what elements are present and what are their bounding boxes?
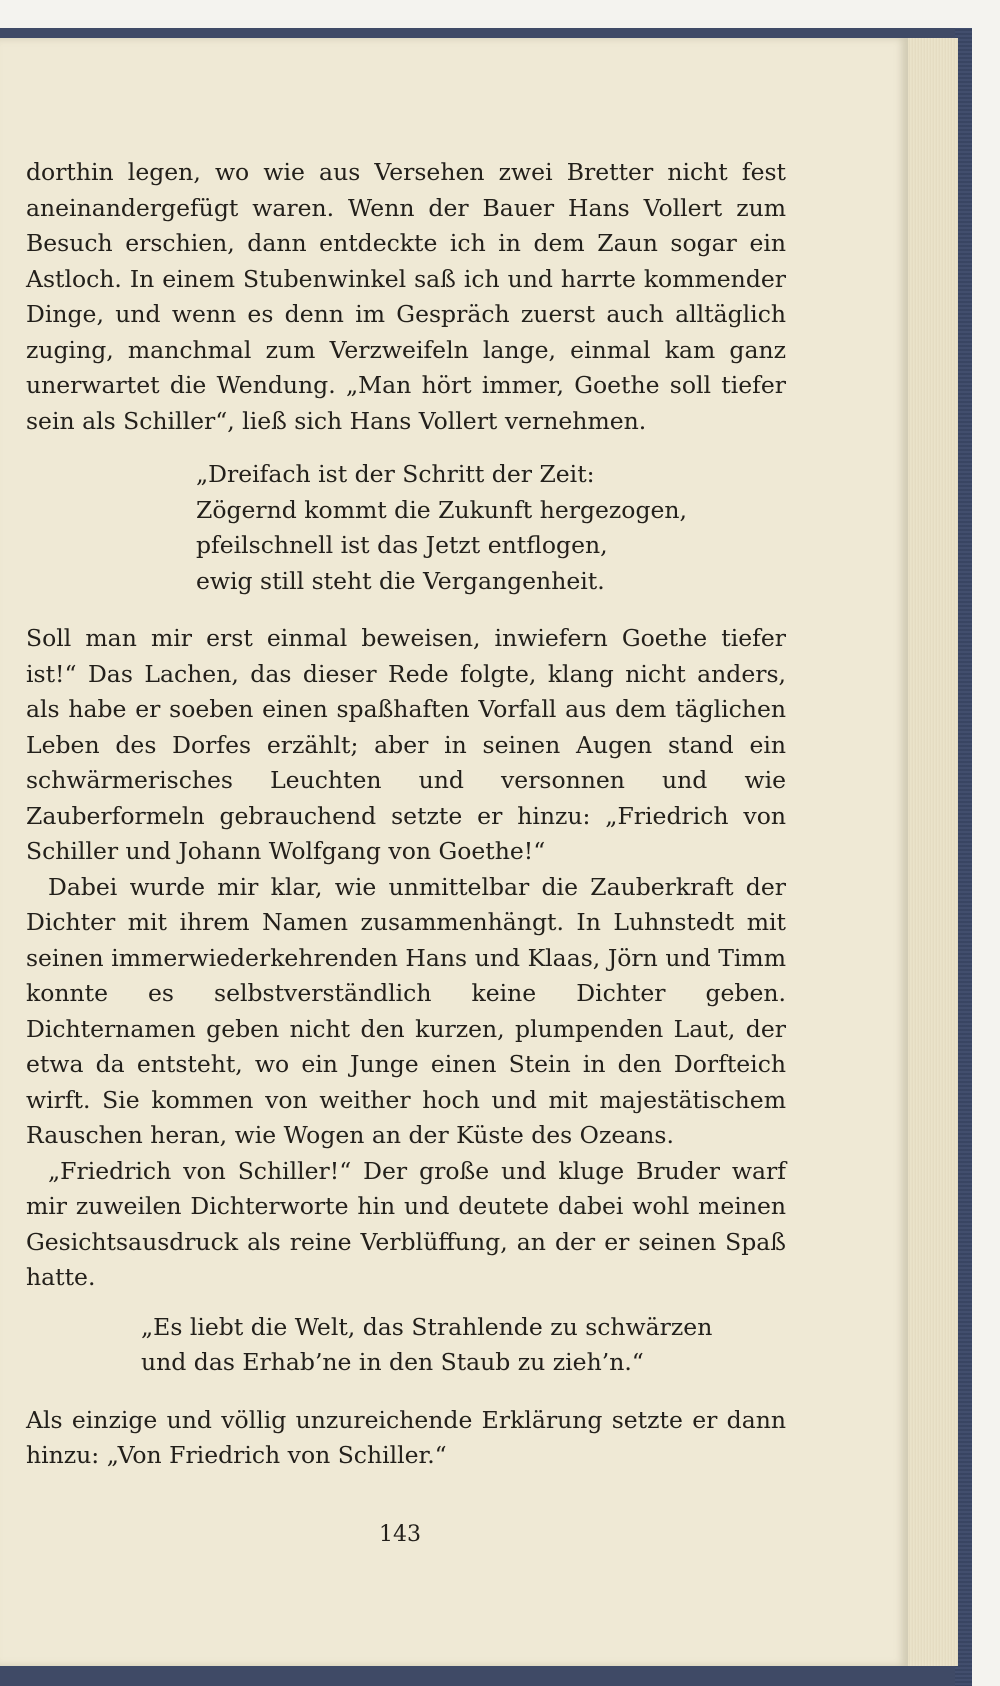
page-stack-edge bbox=[908, 38, 958, 1666]
page-number: 143 bbox=[379, 1522, 421, 1547]
paragraph-4: „Friedrich von Schiller!“ Der große und kluge Bruder warf mir zuweilen Dichterworte hin und deutete dabei wohl meinen Gesichtsausdruck als reine Verblüffung, an der er seinen Spaß hatte. bbox=[26, 1156, 786, 1291]
verse-line: und das Erhab’ne in den Staub zu zieh’n.“ bbox=[141, 1348, 644, 1376]
verse-quote-1 bbox=[196, 457, 786, 599]
verse-line: Zögernd kommt die Zukunft hergezogen, bbox=[196, 495, 688, 524]
paragraph-5: Als einzige und völlig unzureichende Erklärung setzte er dann hinzu: „Von Friedrich von Schiller.“ bbox=[26, 1405, 786, 1469]
verse-line: pfeilschnell ist das Jetzt entflogen, bbox=[196, 531, 608, 559]
page-text bbox=[26, 155, 786, 1474]
paragraph-1: dorthin legen, wo wie aus Versehen zwei Bretter nicht fest aneinandergefügt waren. Wenn der Bauer Hans Vollert zum Besuch erschien, dann entdeckte ich in dem Zaun sogar ein Astloch. In einem Stubenwinkel saß ich und harrte kommender Dinge, und wenn es denn im Gespräch zuerst auch alltäglich zuging, manchmal zum Verzweifeln lange, einmal kam ganz unerwartet die Wendung. „Man hört immer, Goethe soll tiefer sein als Schiller“, ließ sich Hans Vollert vernehmen. bbox=[26, 158, 786, 435]
verse-line: ewig still steht die Vergangenheit. bbox=[196, 566, 605, 595]
verse-quote-2 bbox=[141, 1310, 786, 1381]
paragraph-2: Soll man mir erst einmal beweisen, inwiefern Goethe tiefer ist!“ Das Lachen, das dieser Rede folgte, klang nicht anders, als habe er soeben einen spaßhaften Vorfall aus dem täglichen Leben des Dorfes erzählt; aber in seinen Augen stand ein schwärmerisches Leuchten und versonnen und wie Zauberformeln gebrauchend setzte er hinzu: „Friedrich von Schiller und Johann Wolfgang von Goethe!“ bbox=[26, 624, 786, 865]
verse-line: „Dreifach ist der Schritt der Zeit: bbox=[196, 460, 595, 488]
verse-line: „Es liebt die Welt, das Strahlende zu schwärzen bbox=[141, 1312, 713, 1341]
paragraph-3: Dabei wurde mir klar, wie unmittelbar die Zauberkraft der Dichter mit ihrem Namen zusammenhängt. In Luhnstedt mit seinen immerwiederkehrenden Hans und Klaas, Jörn und Timm konnte es selbstverständlich keine Dichter geben. Dichternamen geben nicht den kurzen, plumpenden Laut, der etwa da entsteht, wo ein Junge einen Stein in den Dorfteich wirft. Sie kommen von weither hoch und mit majestätischem Rauschen heran, wie Wogen an der Küste des Ozeans. bbox=[26, 872, 786, 1149]
